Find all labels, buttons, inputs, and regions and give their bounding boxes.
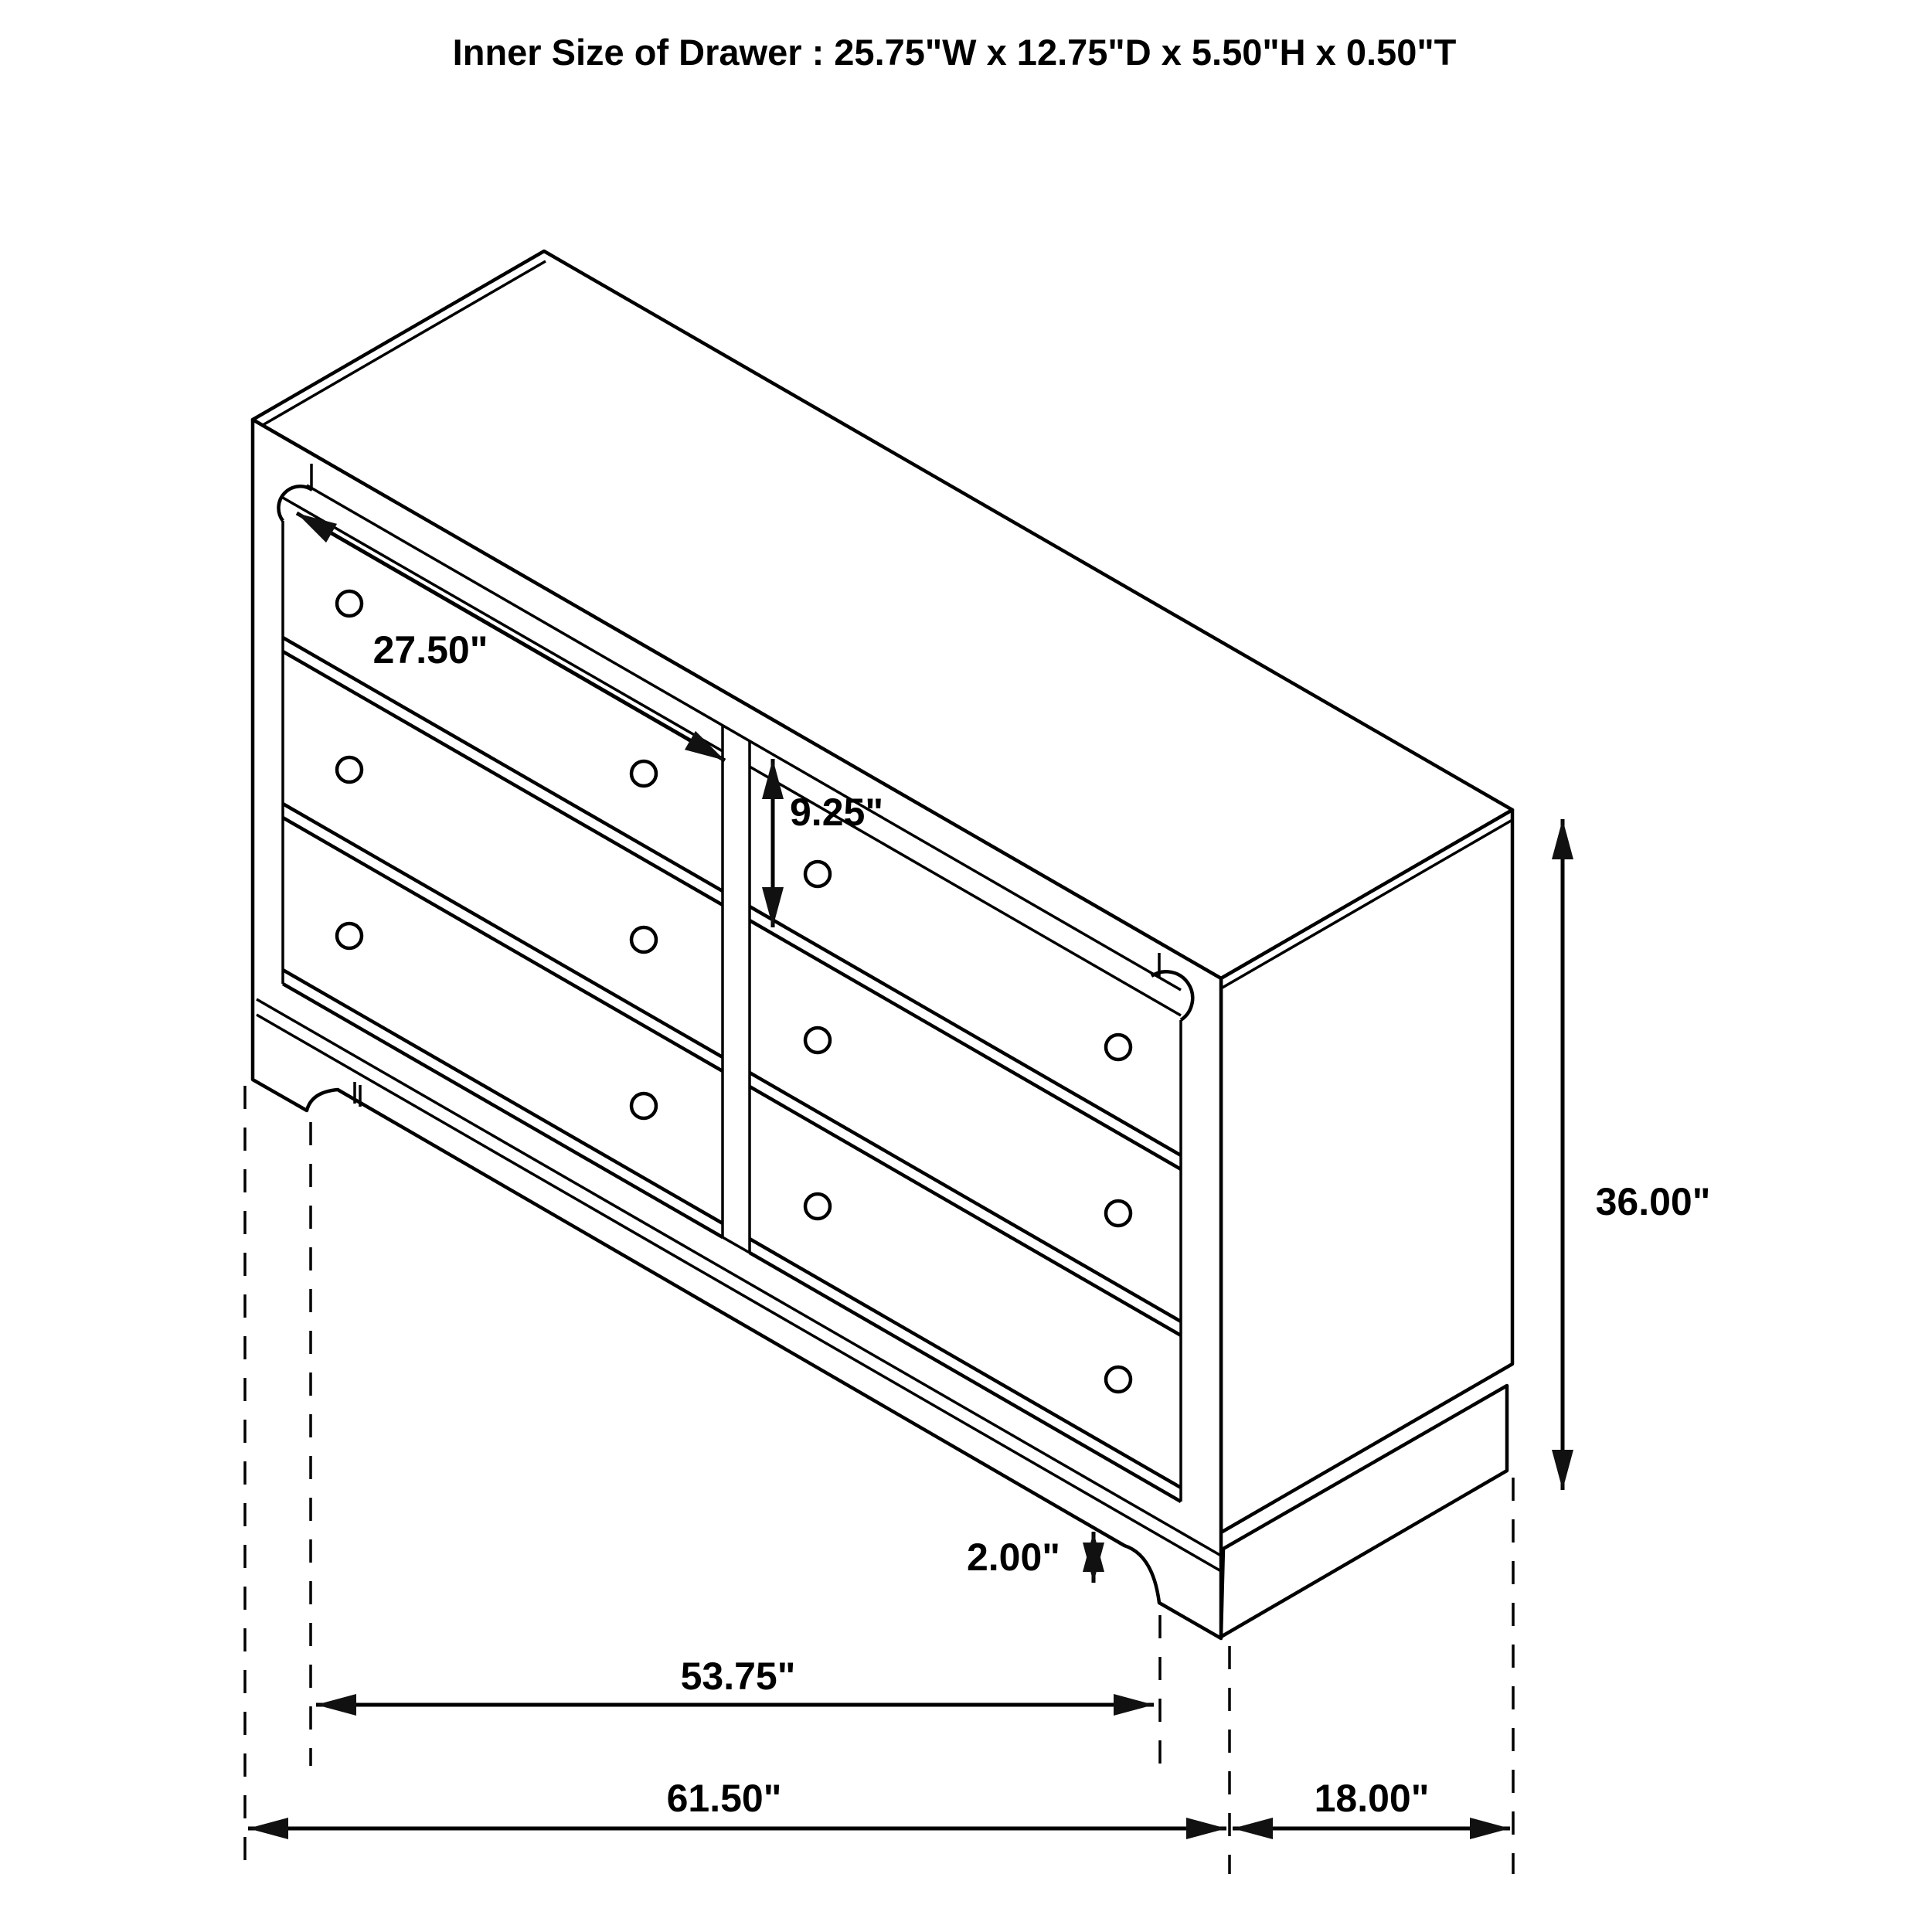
dim-label-drawer-width: 27.50" bbox=[372, 628, 488, 672]
dim-label-depth: 18.00" bbox=[1314, 1777, 1430, 1820]
dim-overall-height bbox=[1563, 819, 1710, 1490]
dim-label-overall-width: 61.50" bbox=[666, 1777, 782, 1820]
dim-label-feet-span: 53.75" bbox=[680, 1655, 796, 1698]
dim-label-base-height: 2.00" bbox=[966, 1536, 1060, 1579]
drawer-knob bbox=[805, 1028, 830, 1053]
drawer-knob bbox=[337, 591, 362, 616]
dim-feet-span bbox=[316, 1655, 1154, 1705]
drawer-knob bbox=[805, 862, 830, 886]
dim-depth bbox=[1233, 1777, 1510, 1828]
page-title: Inner Size of Drawer : 25.75"W x 12.75"D x 5.50"H x 0.50"T bbox=[452, 32, 1457, 73]
drawer-knob bbox=[631, 761, 656, 786]
drawer-knob bbox=[631, 1094, 656, 1118]
drawer-knob bbox=[631, 927, 656, 952]
dim-label-drawer-height: 9.25" bbox=[790, 791, 884, 834]
drawer-knob bbox=[337, 923, 362, 948]
dresser-drawing bbox=[253, 251, 1512, 1638]
drawer-knob bbox=[1106, 1035, 1131, 1060]
drawer-knob bbox=[337, 757, 362, 782]
dim-base-height bbox=[967, 1532, 1094, 1583]
dim-label-overall-height: 36.00" bbox=[1595, 1180, 1711, 1223]
drawer-knob bbox=[805, 1194, 830, 1219]
dim-overall-width bbox=[248, 1777, 1226, 1828]
drawer-knob bbox=[1106, 1367, 1131, 1392]
drawer-knob bbox=[1106, 1201, 1131, 1226]
